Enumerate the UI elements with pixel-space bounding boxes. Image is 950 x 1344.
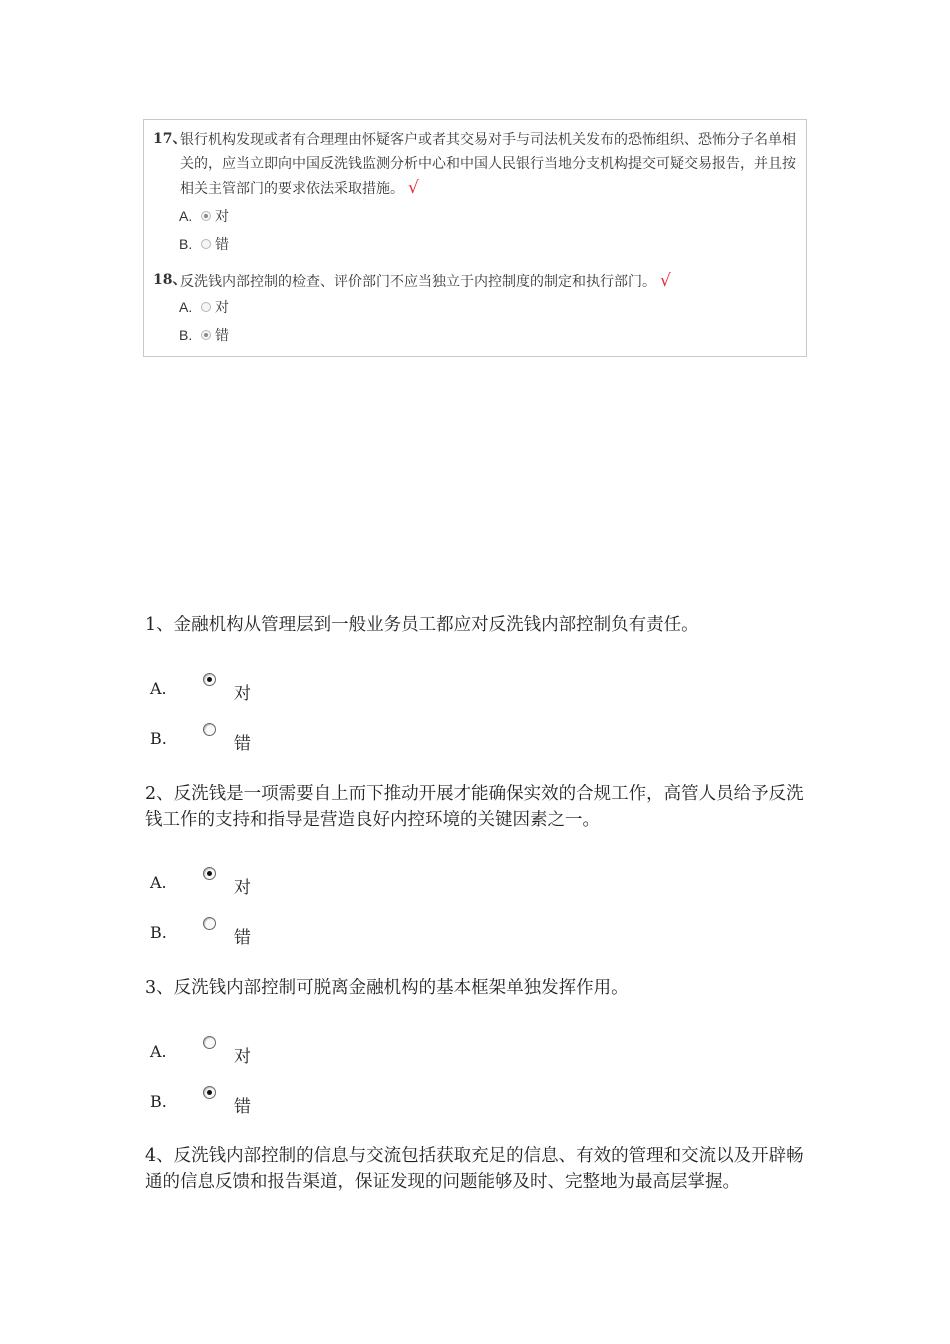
radio-button[interactable] xyxy=(203,917,216,930)
option-b[interactable] xyxy=(179,234,229,254)
option-a[interactable] xyxy=(179,297,229,317)
option-letter: B. xyxy=(179,327,193,343)
radio-button[interactable] xyxy=(201,239,211,249)
option-letter: A. xyxy=(179,299,193,315)
option-label: 对 xyxy=(234,1047,251,1067)
question-text: 反洗钱内部控制的检查、评价部门不应当独立于内控制度的制定和执行部门。 √ xyxy=(180,271,671,291)
radio-button[interactable] xyxy=(201,211,211,221)
option-label: 对 xyxy=(234,684,251,704)
option-letter: B. xyxy=(179,236,193,252)
q2-option-a[interactable] xyxy=(150,867,350,897)
correct-check-icon: √ xyxy=(660,271,671,291)
q1-option-b[interactable] xyxy=(150,723,350,753)
option-label: 错 xyxy=(234,1097,251,1117)
radio-button[interactable] xyxy=(203,1086,216,1099)
option-letter: A. xyxy=(150,873,167,892)
option-label: 错 xyxy=(234,928,251,948)
option-label: 对 xyxy=(234,878,251,898)
question-number: 18、 xyxy=(153,272,187,288)
option-label: 错 xyxy=(215,237,229,253)
radio-button[interactable] xyxy=(201,330,211,340)
q1-option-a[interactable] xyxy=(150,673,350,703)
question-17 xyxy=(153,128,798,201)
q3-option-b[interactable] xyxy=(150,1086,350,1116)
option-letter: B. xyxy=(150,1092,167,1111)
option-letter: B. xyxy=(150,923,167,942)
option-b[interactable] xyxy=(179,325,229,345)
option-letter: A. xyxy=(150,679,167,698)
q3-option-a[interactable] xyxy=(150,1036,350,1066)
question-18 xyxy=(153,269,798,294)
quiz-screenshot xyxy=(143,119,807,357)
radio-button[interactable] xyxy=(203,673,216,686)
option-label: 错 xyxy=(215,328,229,344)
option-label: 错 xyxy=(234,734,251,754)
question-1-text: 1、金融机构从管理层到一般业务员工都应对反洗钱内部控制负有责任。 xyxy=(145,615,699,635)
radio-button[interactable] xyxy=(201,302,211,312)
option-label: 对 xyxy=(215,300,229,316)
question-4-text: 4、反洗钱内部控制的信息与交流包括获取充足的信息、有效的管理和交流以及开辟畅通的信息反馈和报告渠道，保证发现的问题能够及时、完整地为最高层掌握。 xyxy=(145,1146,804,1192)
question-2-text: 2、反洗钱是一项需要自上而下推动开展才能确保实效的合规工作，高管人员给予反洗钱工作的支持和指导是营造良好内控环境的关键因素之一。 xyxy=(145,784,804,830)
radio-button[interactable] xyxy=(203,723,216,736)
option-letter: A. xyxy=(150,1042,167,1061)
question-number: 17、 xyxy=(153,131,187,147)
question-3-text: 3、反洗钱内部控制可脱离金融机构的基本框架单独发挥作用。 xyxy=(145,978,629,998)
correct-check-icon: √ xyxy=(408,178,419,198)
radio-button[interactable] xyxy=(203,1036,216,1049)
option-letter: A. xyxy=(179,208,193,224)
option-letter: B. xyxy=(150,729,167,748)
option-label: 对 xyxy=(215,209,229,225)
option-a[interactable] xyxy=(179,206,229,226)
q2-option-b[interactable] xyxy=(150,917,350,947)
question-text: 银行机构发现或者有合理理由怀疑客户或者其交易对手与司法机关发布的恐怖组织、恐怖分子名单相关的，应当立即向中国反洗钱监测分析中心和中国人民银行当地分支机构提交可疑交易报告，并且按相关主管部门的要求依法采取措施。 √ xyxy=(180,132,796,198)
radio-button[interactable] xyxy=(203,867,216,880)
